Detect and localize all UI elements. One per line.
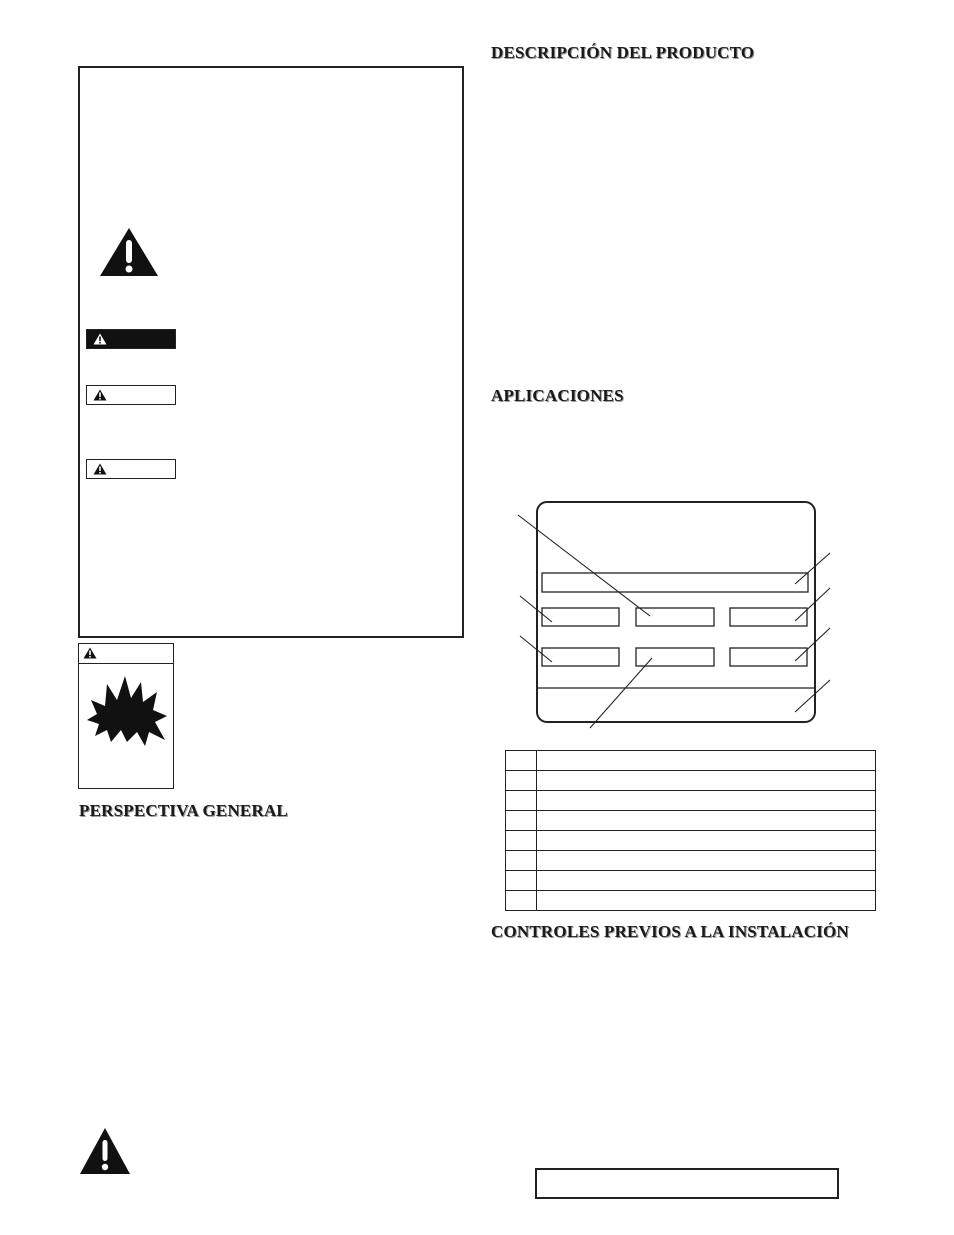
table-row (506, 871, 876, 891)
table-row (506, 851, 876, 871)
table-cell-number (506, 891, 537, 911)
nameplate-diagram (512, 496, 842, 736)
table-cell-number (506, 831, 537, 851)
table-cell-number (506, 811, 537, 831)
table-row (506, 831, 876, 851)
safety-information-box (78, 66, 464, 638)
warning-signal-label (86, 385, 176, 405)
table-row (506, 771, 876, 791)
table-row (506, 751, 876, 771)
controles-previos-heading: CONTROLES PREVIOS A LA INSTALACIÓN (491, 922, 849, 941)
nameplate-field (730, 648, 807, 666)
warning-triangle-icon (83, 647, 97, 659)
explosion-hazard-panel (78, 643, 174, 789)
warning-triangle-icon (93, 333, 107, 345)
table-cell-description (537, 811, 876, 831)
nameplate-field-wide (542, 573, 808, 592)
table-row (506, 891, 876, 911)
table-cell-number (506, 871, 537, 891)
table-cell-description (537, 791, 876, 811)
caution-signal-label (86, 459, 176, 479)
nameplate-field (636, 608, 714, 626)
table-cell-description (537, 871, 876, 891)
table-cell-description (537, 851, 876, 871)
perspectiva-general-heading: PERSPECTIVA GENERAL (79, 801, 288, 820)
table-cell-description (537, 751, 876, 771)
nameplate-outline (537, 502, 815, 722)
nameplate-legend-table (505, 750, 876, 911)
table-cell-number (506, 851, 537, 871)
table-cell-description (537, 771, 876, 791)
descripcion-producto-heading: DESCRIPCIÓN DEL PRODUCTO (491, 43, 755, 62)
nameplate-field (542, 608, 619, 626)
warning-triangle-icon (93, 463, 107, 475)
warning-triangle-icon (78, 1126, 132, 1176)
explosion-icon (83, 670, 169, 748)
nameplate-field (730, 608, 807, 626)
model-number-box (535, 1168, 839, 1199)
table-cell-description (537, 891, 876, 911)
table-cell-number (506, 751, 537, 771)
aplicaciones-heading: APLICACIONES (491, 386, 624, 405)
table-row (506, 811, 876, 831)
danger-signal-label (86, 329, 176, 349)
warning-triangle-icon (93, 389, 107, 401)
table-row (506, 791, 876, 811)
leader-lines (518, 515, 830, 728)
table-cell-description (537, 831, 876, 851)
explosion-panel-header (79, 644, 173, 664)
table-cell-number (506, 771, 537, 791)
warning-triangle-icon (98, 226, 160, 278)
nameplate-field (542, 648, 619, 666)
table-cell-number (506, 791, 537, 811)
